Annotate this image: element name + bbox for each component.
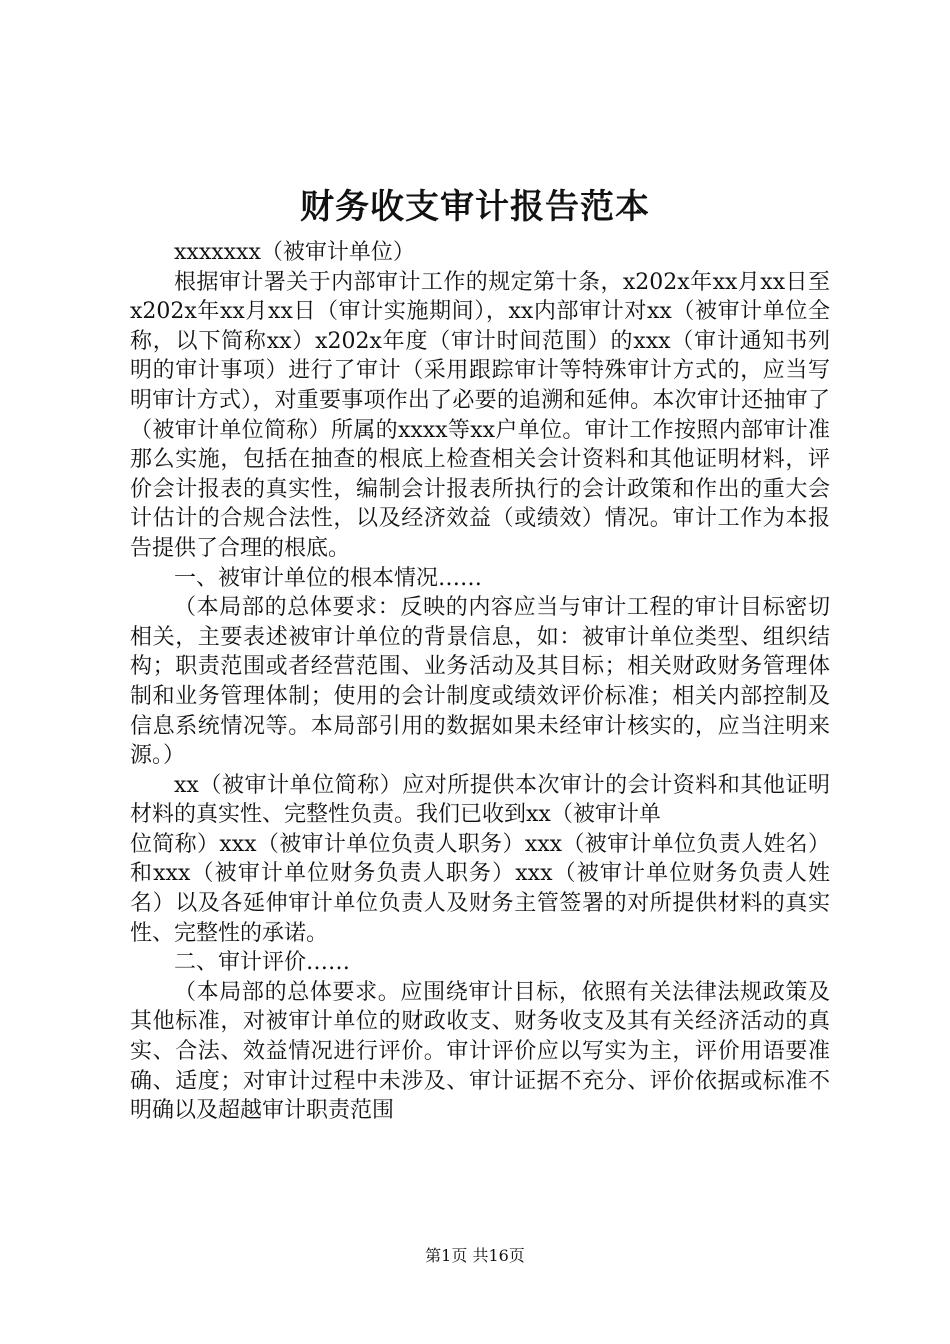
paragraph-section-1-requirements: （本局部的总体要求：反映的内容应当与审计工程的审计目标密切相关，主要表述被审计单位的背景信息，如：被审计单位类型、组织结构；职责范围或者经营范围、业务活动及其目标；相关财政财务管理体制和业务管理体制；使用的会计制度或绩效评价标准；相关内部控制及信息系统情况等。本局部引用的数据如果未经审计核实的，应当注明来源。） [130, 595, 830, 769]
paragraph-audit-basis: 根据审计署关于内部审计工作的规定第十条，x202x年xx月xx日至x202x年xx月xx日（审计实施期间），xx内部审计对xx（被审计单位全称，以下简称xx）x202x年度（审计时间范围）的xxx（审计通知书列明的审计事项）进行了审计（采用跟踪审计等特殊审计方式的，应当写明审计方式），对重要事项作出了必要的追溯和延伸。本次审计还抽审了（被审计单位简称）所属的xxxx等xx户单位。审计工作按照内部审计准那么实施，包括在抽查的根底上检查相关会计资料和其他证明材料，评价会计报表的真实性，编制会计报表所执行的会计政策和作出的重大会计估计的合规合法性，以及经济效益（或绩效）情况。审计工作为本报告提供了合理的根底。 [130, 269, 830, 561]
heading-section-2: 二、审计评价…… [174, 950, 351, 976]
heading-section-1: 一、被审计单位的根本情况…… [174, 565, 483, 591]
document-title: 财务收支审计报告范本 [300, 187, 650, 227]
paragraph-responsibility-continued: 位简称）xxx（被审计单位负责人职务）xxx（被审计单位负责人姓名）和xxx（被审计单位财务负责人职务）xxx（被审计单位财务负责人姓名）以及各延伸审计单位负责人及财务主管签署的对所提供材料的真实性、完整性的承诺。 [130, 831, 830, 946]
paragraph-section-2-requirements: （本局部的总体要求。应围绕审计目标，依照有关法律法规政策及其他标准，对被审计单位的财政收支、财务收支及其有关经济活动的真实、合法、效益情况进行评价。审计评价应以写实为主，评价用语要准确、适度；对审计过程中未涉及、审计证据不充分、评价依据或标准不明确以及超越审计职责范围 [130, 979, 830, 1124]
document-body [130, 238, 830, 1126]
page-number-footer: 第1页 共16页 [425, 1246, 525, 1265]
paragraph-addressee: xxxxxxx（被审计单位） [174, 240, 415, 265]
paragraph-responsibility: xx（被审计单位简称）应对所提供本次审计的会计资料和其他证明材料的真实性、完整性负责。我们已收到xx（被审计单 [130, 772, 830, 828]
